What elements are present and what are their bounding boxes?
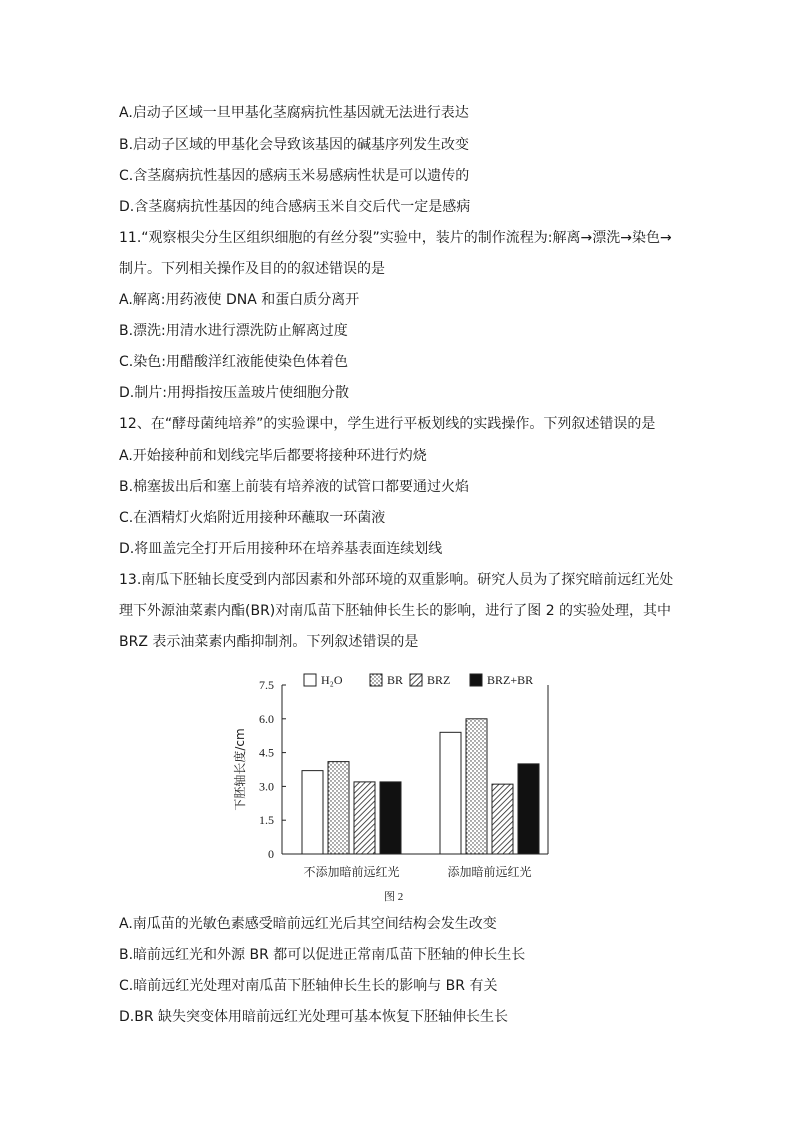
option-line: D.BR 缺失突变体用暗前远红光处理可基本恢复下胚轴伸长生长 — [119, 1009, 509, 1025]
text-line: 12、在“酵母菌纯培养”的实验课中，学生进行平板划线的实践操作。下列叙述错误的是 — [119, 416, 656, 432]
legend-label: BRZ+BR — [487, 673, 534, 687]
y-tick-label: 7.5 — [259, 678, 274, 692]
figure-caption: 图 2 — [384, 891, 404, 903]
legend-label: H₂O — [321, 673, 343, 687]
text-line: B.棉塞拔出后和塞上前装有培养液的试管口都要通过火焰 — [119, 479, 470, 495]
bar-chart — [230, 668, 570, 908]
option-line: C.暗前远红光处理对南瓜苗下胚轴伸长生长的影响与 BR 有关 — [119, 978, 498, 994]
text-line: D.制片:用拇指按压盖玻片使细胞分散 — [119, 385, 349, 401]
text-line: D.将皿盖完全打开后用接种环在培养基表面连续划线 — [119, 541, 443, 557]
text-line: BRZ 表示油菜素内酯抑制剂。下列叙述错误的是 — [119, 634, 419, 650]
text-line: D.含茎腐病抗性基因的纯合感病玉米自交后代一定是感病 — [119, 199, 471, 215]
category-label: 不添加暗前远红光 — [303, 865, 400, 879]
bar — [380, 782, 401, 854]
bar — [518, 764, 539, 854]
bar — [354, 782, 375, 854]
text-line: 11.“观察根尖分生区组织细胞的有丝分裂”实验中，装片的制作流程为:解离→漂洗→染色→ — [119, 230, 672, 246]
y-axis-label: 下胚轴长度/cm — [233, 728, 247, 811]
y-tick-label: 1.5 — [259, 813, 274, 828]
text-line: C.在酒精灯火焰附近用接种环蘸取一环菌液 — [119, 510, 386, 526]
text-line: B.启动子区域的甲基化会导致该基因的碱基序列发生改变 — [119, 137, 470, 153]
legend-swatch — [410, 674, 422, 686]
bar — [328, 762, 349, 854]
y-tick-label: 6.0 — [259, 711, 274, 726]
text-line: A.解离:用药液使 DNA 和蛋白质分离开 — [119, 292, 360, 308]
legend-swatch — [304, 674, 316, 686]
bar — [302, 771, 323, 854]
text-line: C.染色:用醋酸洋红液能使染色体着色 — [119, 354, 348, 370]
bar — [492, 784, 513, 854]
text-line: C.含茎腐病抗性基因的感病玉米易感病性状是可以遗传的 — [119, 168, 470, 184]
y-tick-label: 4.5 — [259, 745, 274, 760]
y-tick-label: 3.0 — [259, 779, 274, 794]
option-line: B.暗前远红光和外源 BR 都可以促进正常南瓜苗下胚轴的伸长生长 — [119, 947, 526, 963]
y-tick-label: 0 — [268, 847, 274, 861]
text-line: B.漂洗:用清水进行漂洗防止解离过度 — [119, 323, 348, 339]
text-line: 理下外源油菜素内酯(BR)对南瓜苗下胚轴伸长生长的影响，进行了图 2 的实验处理，其中 — [119, 603, 672, 619]
legend-label: BRZ — [427, 673, 451, 687]
text-line: A.开始接种前和划线完毕后都要将接种环进行灼烧 — [119, 448, 427, 464]
option-line: A.南瓜苗的光敏色素感受暗前远红光后其空间结构会发生改变 — [119, 916, 497, 932]
category-label: 添加暗前远红光 — [447, 865, 532, 879]
bar — [466, 719, 487, 854]
text-line: A.启动子区域一旦甲基化茎腐病抗性基因就无法进行表达 — [119, 105, 469, 121]
bar — [440, 732, 461, 854]
text-line: 13.南瓜下胚轴长度受到内部因素和外部环境的双重影响。研究人员为了探究暗前远红光处 — [119, 572, 674, 588]
legend-swatch — [470, 674, 482, 686]
legend-swatch — [370, 674, 382, 686]
legend-label: BR — [387, 673, 404, 687]
text-line: 制片。下列相关操作及目的的叙述错误的是 — [119, 261, 385, 277]
